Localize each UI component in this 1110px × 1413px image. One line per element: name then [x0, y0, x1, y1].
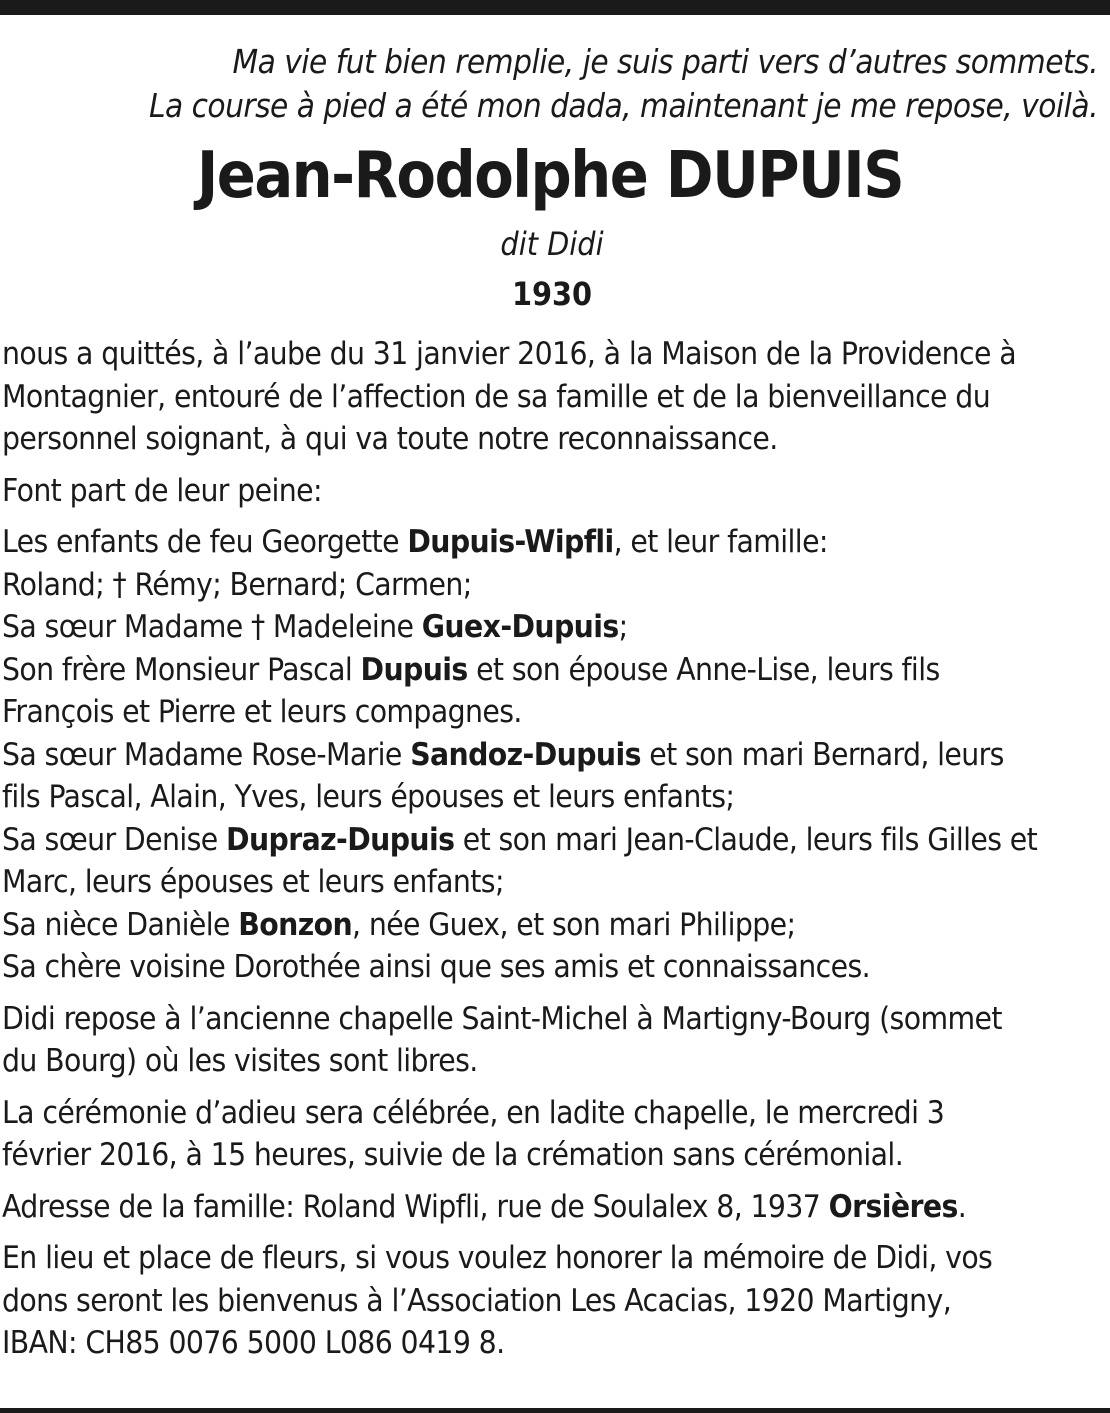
family-line: Sa sœur Madame Rose-Marie Sandoz-Dupuis et son mari Bernard, leurs	[2, 736, 1004, 773]
visitation-paragraph	[2, 998, 1104, 1083]
family-address	[2, 1186, 1104, 1229]
family-line: fils Pascal, Alain, Yves, leurs épouses et leurs enfants;	[2, 779, 735, 815]
epigraph-line: La course à pied a été mon dada, maintenant je me repose, voilà.	[148, 86, 1098, 125]
family-surname: Guex-Dupuis	[421, 609, 619, 645]
family-surname: Dupraz-Dupuis	[226, 821, 455, 858]
family-line: Roland; † Rémy; Bernard; Carmen;	[2, 566, 472, 603]
deceased-name: Jean-Rodolphe DUPUIS	[196, 139, 904, 213]
text-line: La cérémonie d’adieu sera célébrée, en ladite chapelle, le mercredi 3	[2, 1094, 945, 1131]
family-surname: Dupuis-Wipfli	[407, 524, 614, 560]
family-line: Sa sœur Madame † Madeleine Guex-Dupuis;	[2, 609, 628, 645]
text-line: personnel soignant, à qui va toute notre reconnaissance.	[2, 421, 778, 457]
text-line: Montagnier, entouré de l’affection de sa famille et de la bienveillance du	[2, 378, 991, 415]
family-line: Sa sœur Denise Dupraz-Dupuis et son mari Jean-Claude, leurs fils Gilles et	[2, 821, 1038, 858]
epigraph-line: Ma vie fut bien remplie, je suis parti vers d’autres sommets.	[232, 42, 1098, 81]
donation-paragraph	[2, 1237, 1104, 1365]
family-line: Marc, leurs épouses et leurs enfants;	[2, 864, 504, 900]
notice-body	[2, 333, 1104, 1374]
family-line: François et Pierre et leurs compagnes.	[2, 694, 522, 730]
bottom-border-rule	[0, 1408, 1110, 1413]
announcement-paragraph	[2, 333, 1104, 461]
family-list	[2, 521, 1104, 989]
text-line: du Bourg) où les visites sont libres.	[2, 1043, 478, 1079]
family-line: Son frère Monsieur Pascal Dupuis et son épouse Anne-Lise, leurs fils	[2, 651, 940, 688]
family-surname: Bonzon	[238, 906, 353, 943]
text-line: En lieu et place de fleurs, si vous voulez honorer la mémoire de Didi, vos	[2, 1240, 993, 1276]
text-line: IBAN: CH85 0076 5000 L086 0419 8.	[2, 1325, 505, 1361]
ceremony-paragraph	[2, 1092, 1104, 1177]
text-line: Didi repose à l’ancienne chapelle Saint-Michel à Martigny-Bourg (sommet	[2, 1000, 1002, 1037]
text-line: Font part de leur peine:	[2, 472, 322, 509]
family-line: Les enfants de feu Georgette Dupuis-Wipfli, et leur famille:	[2, 524, 828, 560]
family-line: Sa chère voisine Dorothée ainsi que ses amis et connaissances.	[2, 949, 871, 985]
address-town: Orsières	[828, 1188, 958, 1225]
text-line: février 2016, à 15 heures, suivie de la crémation sans cérémonial.	[2, 1137, 904, 1173]
deceased-nickname: dit Didi	[500, 225, 604, 263]
epigraph	[149, 40, 1098, 128]
text-line: dons seront les bienvenus à l’Association Les Acacias, 1920 Martigny,	[2, 1282, 952, 1319]
text-line: Adresse de la famille: Roland Wipfli, rue de Soulalex 8, 1937 Orsières.	[2, 1188, 967, 1225]
top-border-bar	[0, 0, 1110, 15]
family-surname: Dupuis	[360, 651, 468, 688]
birth-year: 1930	[511, 275, 593, 313]
family-surname: Sandoz-Dupuis	[410, 736, 641, 773]
grief-intro	[2, 470, 1104, 513]
family-line: Sa nièce Danièle Bonzon, née Guex, et son mari Philippe;	[2, 906, 796, 943]
text-line: nous a quittés, à l’aube du 31 janvier 2016, à la Maison de la Providence à	[2, 336, 1016, 372]
